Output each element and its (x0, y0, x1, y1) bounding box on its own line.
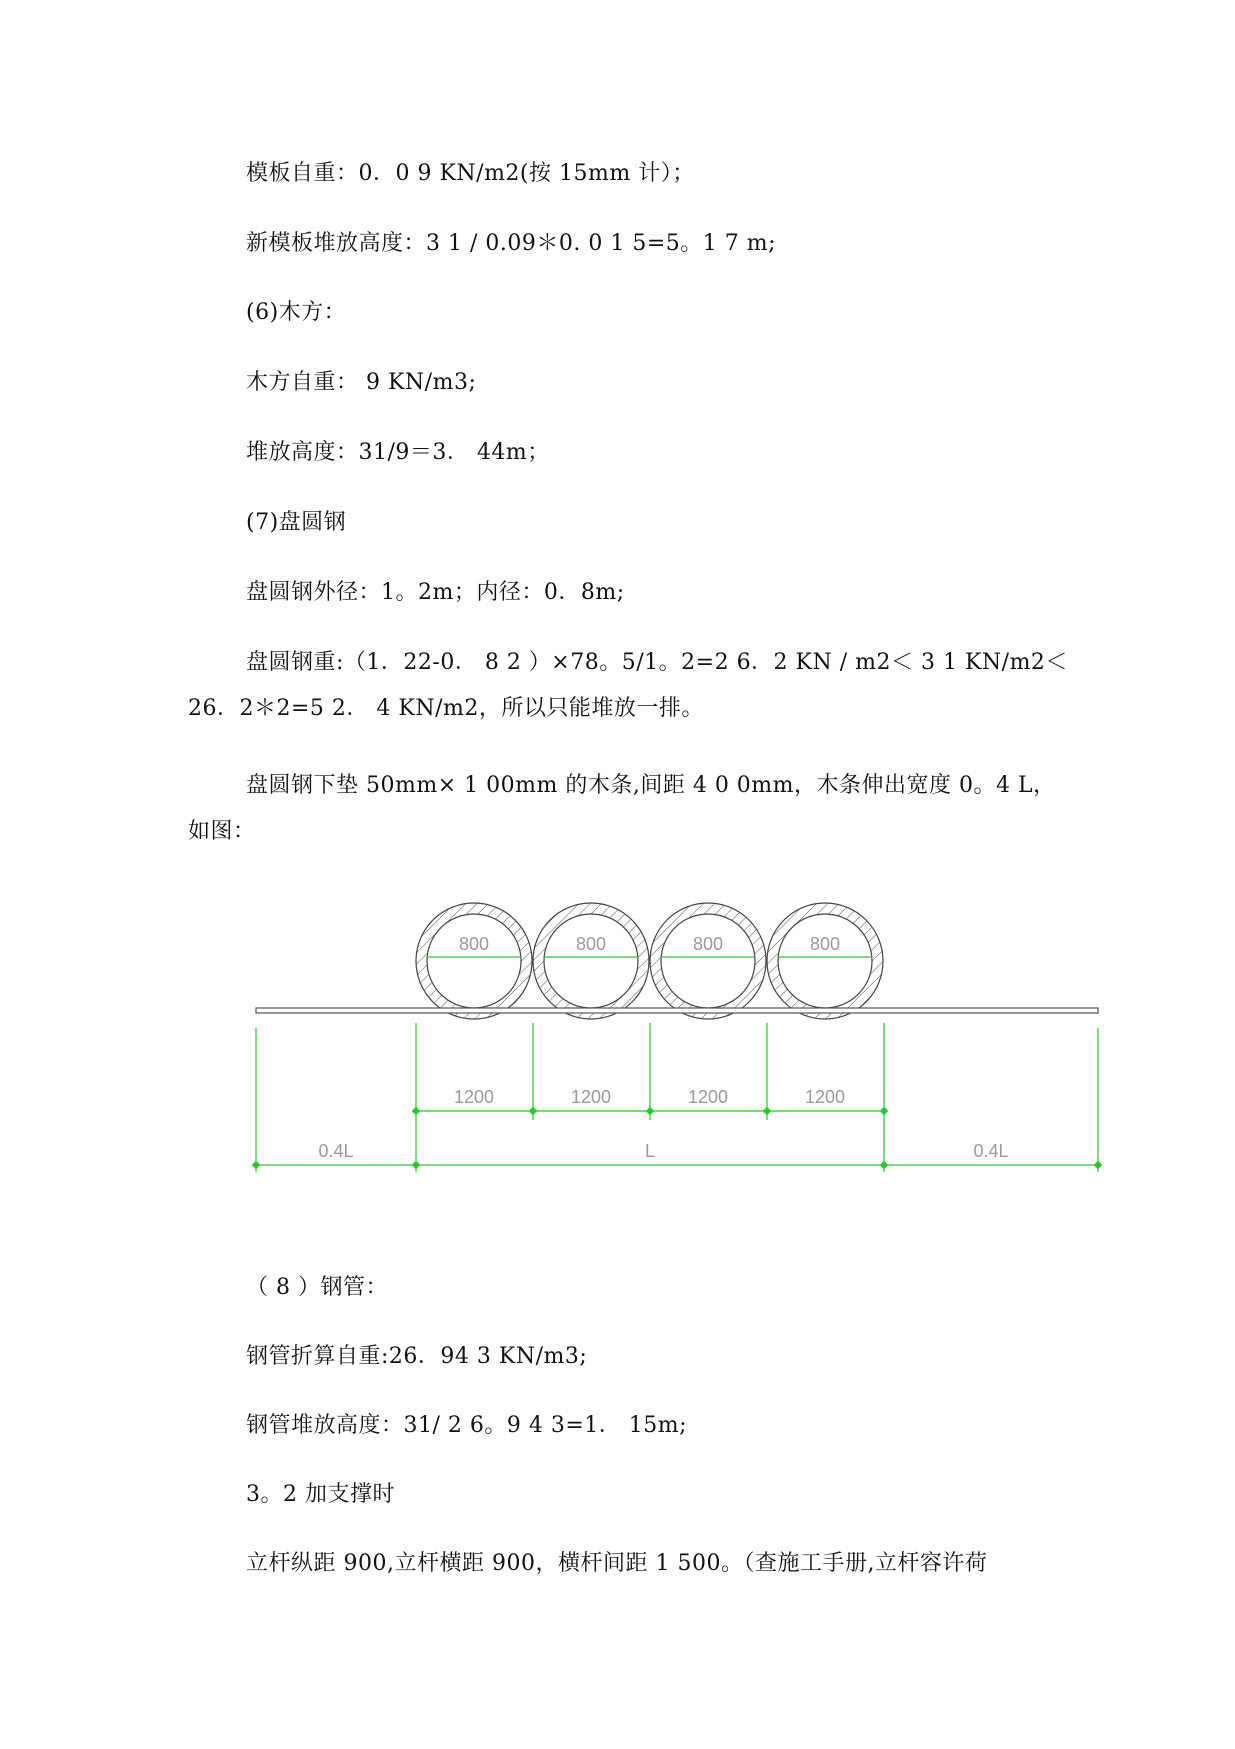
text-line-7: 盘圆钢外径：1。2m；内径：0．8m; (246, 580, 625, 605)
coil-1 (416, 903, 532, 1019)
coil-inner-label-2: 800 (575, 934, 607, 954)
text-line-2: 新模板堆放高度：3 1 / 0.09＊0. 0 1 5=5。1 7 m; (246, 231, 777, 256)
text-line-16: 立杆纵距 900,立杆横距 900，横杆间距 1 500。（查施工手册,立杆容许荷 (246, 1551, 988, 1576)
spacing-label-4: 1200 (804, 1087, 846, 1107)
coil-inner-label-4: 800 (809, 934, 841, 954)
overhang-right-label: 0.4L (973, 1141, 1009, 1161)
spacing-label-1: 1200 (453, 1087, 495, 1107)
text-line-10: 盘圆钢下垫 50mm× 1 00mm 的木条,间距 4 0 0mm，木条伸出宽度 0。4 L， (246, 773, 1056, 798)
text-line-8: 盘圆钢重:（1．22-0． 8 2 ）×78。5/1。2=2 6．2 KN / m2＜ 3 1 KN/m2＜ (246, 650, 1068, 675)
overhang-left-label: 0.4L (318, 1141, 354, 1161)
text-line-3: (6)木方： (246, 300, 347, 325)
spacing-label-3: 1200 (687, 1087, 729, 1107)
text-line-4: 木方自重： 9 KN/m3; (246, 370, 477, 395)
coil-inner-label-3: 800 (692, 934, 724, 954)
text-line-12: （ 8 ）钢管： (246, 1275, 388, 1300)
coil-stacking-diagram (230, 890, 1110, 1190)
text-line-15: 3。2 加支撑时 (246, 1482, 395, 1507)
extension-lines (256, 1023, 1098, 1172)
coil-group (416, 903, 883, 1019)
coil-inner-label-1: 800 (458, 934, 490, 954)
text-line-14: 钢管堆放高度：31/ 2 6。9 4 3=1． 15m; (246, 1413, 688, 1438)
coil-2 (533, 903, 649, 1019)
span-label: L (644, 1141, 656, 1161)
coil-3 (650, 903, 766, 1019)
timber-strip (256, 1008, 1098, 1013)
text-line-9: 26．2＊2=5 2． 4 KN/m2，所以只能堆放一排。 (188, 696, 704, 721)
text-line-1: 模板自重：0．0 9 KN/m2(按 15mm 计）； (246, 161, 695, 186)
text-line-13: 钢管折算自重:26．94 3 KN/m3; (246, 1344, 588, 1369)
text-line-5: 堆放高度：31/9＝3． 44m； (246, 440, 550, 465)
coil-4 (767, 903, 883, 1019)
spacing-label-2: 1200 (570, 1087, 612, 1107)
text-line-11: 如图： (188, 819, 256, 844)
text-line-6: (7)盘圆钢 (246, 510, 347, 535)
